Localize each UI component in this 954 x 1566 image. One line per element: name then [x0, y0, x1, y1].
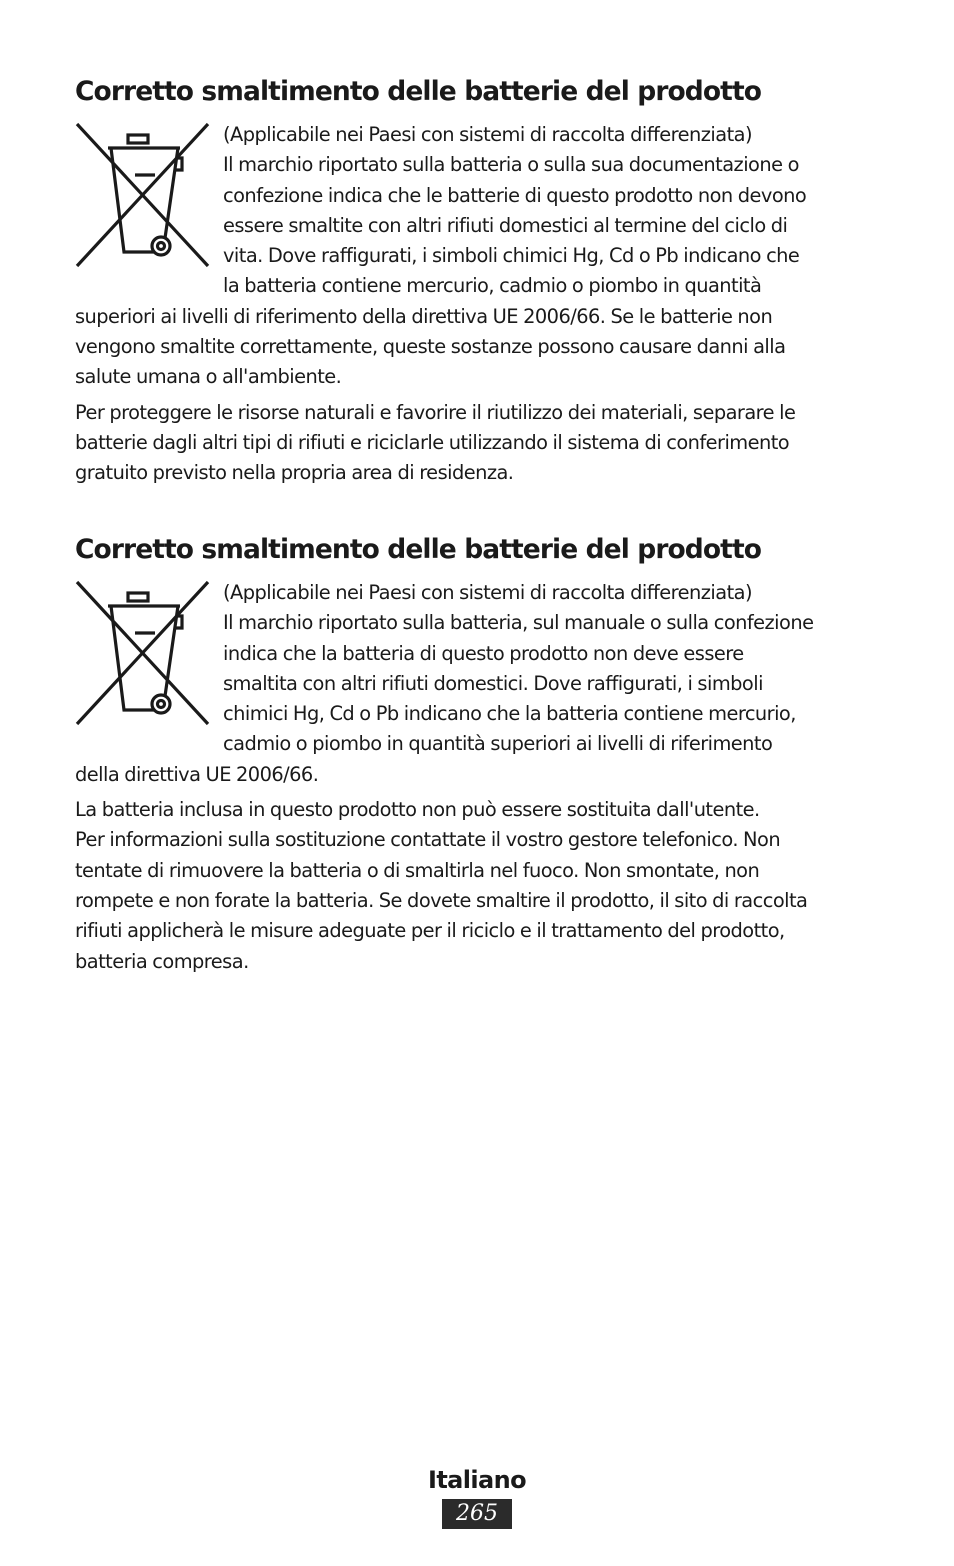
- page-number: 265: [442, 1499, 512, 1529]
- full-width-text-block: [75, 760, 885, 790]
- text-line: rifiuti applicherà le misure adeguate per il riciclo e il trattamento del prodotto,: [75, 919, 785, 943]
- crossed-out-wheelie-bin-icon: [75, 578, 210, 728]
- full-width-text-block: [75, 302, 885, 393]
- text-line: gratuito previsto nella propria area di residenza.: [75, 461, 514, 485]
- indented-text-block: [223, 120, 885, 302]
- text-line: batterie dagli altri tipi di rifiuti e riciclarle utilizzando il sistema di conferimento: [75, 430, 790, 454]
- text-line: (Applicabile nei Paesi con sistemi di raccolta differenziata): [223, 581, 752, 604]
- text-line: confezione indica che le batterie di questo prodotto non devono: [223, 183, 807, 207]
- crossed-out-wheelie-bin-icon: [75, 120, 210, 270]
- section-battery-disposal-1: [75, 74, 885, 489]
- footer-language-label: Italiano: [427, 1466, 527, 1494]
- section-battery-disposal-2: [75, 532, 885, 977]
- text-line: La batteria inclusa in questo prodotto non può essere sostituita dall'utente.: [75, 798, 760, 822]
- paragraph: [75, 795, 885, 977]
- text-line: salute umana o all'ambiente.: [75, 365, 342, 389]
- text-line: Per informazioni sulla sostituzione contattate il vostro gestore telefonico. Non: [75, 828, 781, 852]
- page-footer: [0, 1463, 954, 1529]
- paragraph: [75, 398, 885, 489]
- text-line: smaltita con altri rifiuti domestici. Dove raffigurati, i simboli: [223, 671, 763, 695]
- text-line: rompete e non forate la batteria. Se dovete smaltire il prodotto, il sito di raccolta: [75, 888, 808, 912]
- text-line: essere smaltite con altri rifiuti domestici al termine del ciclo di: [223, 213, 788, 237]
- text-line: della direttiva UE 2006/66.: [75, 762, 319, 786]
- indented-text-block: [223, 578, 885, 760]
- text-line: Il marchio riportato sulla batteria o sulla sua documentazione o: [223, 153, 799, 177]
- text-line: cadmio o piombo in quantità superiori ai livelli di riferimento: [223, 732, 773, 756]
- text-line: indica che la batteria di questo prodotto non deve essere: [223, 641, 744, 665]
- text-line: superiori ai livelli di riferimento della direttiva UE 2006/66. Se le batterie non: [75, 304, 773, 328]
- section-title: Corretto smaltimento delle batterie del prodotto: [75, 76, 762, 107]
- text-line: la batteria contiene mercurio, cadmio o piombo in quantità: [223, 274, 762, 298]
- text-line: chimici Hg, Cd o Pb indicano che la batteria contiene mercurio,: [223, 702, 796, 726]
- text-line: vengono smaltite correttamente, queste sostanze possono causare danni alla: [75, 335, 786, 359]
- text-line: (Applicabile nei Paesi con sistemi di raccolta differenziata): [223, 123, 752, 146]
- text-line: tentate di rimuovere la batteria o di smaltirla nel fuoco. Non smontate, non: [75, 858, 760, 882]
- text-line: Per proteggere le risorse naturali e favorire il riutilizzo dei materiali, separare le: [75, 400, 796, 424]
- text-line: vita. Dove raffigurati, i simboli chimici Hg, Cd o Pb indicano che: [223, 244, 800, 268]
- text-line: Il marchio riportato sulla batteria, sul manuale o sulla confezione: [223, 611, 814, 635]
- text-line: batteria compresa.: [75, 949, 249, 973]
- section-title: Corretto smaltimento delle batterie del prodotto: [75, 534, 762, 565]
